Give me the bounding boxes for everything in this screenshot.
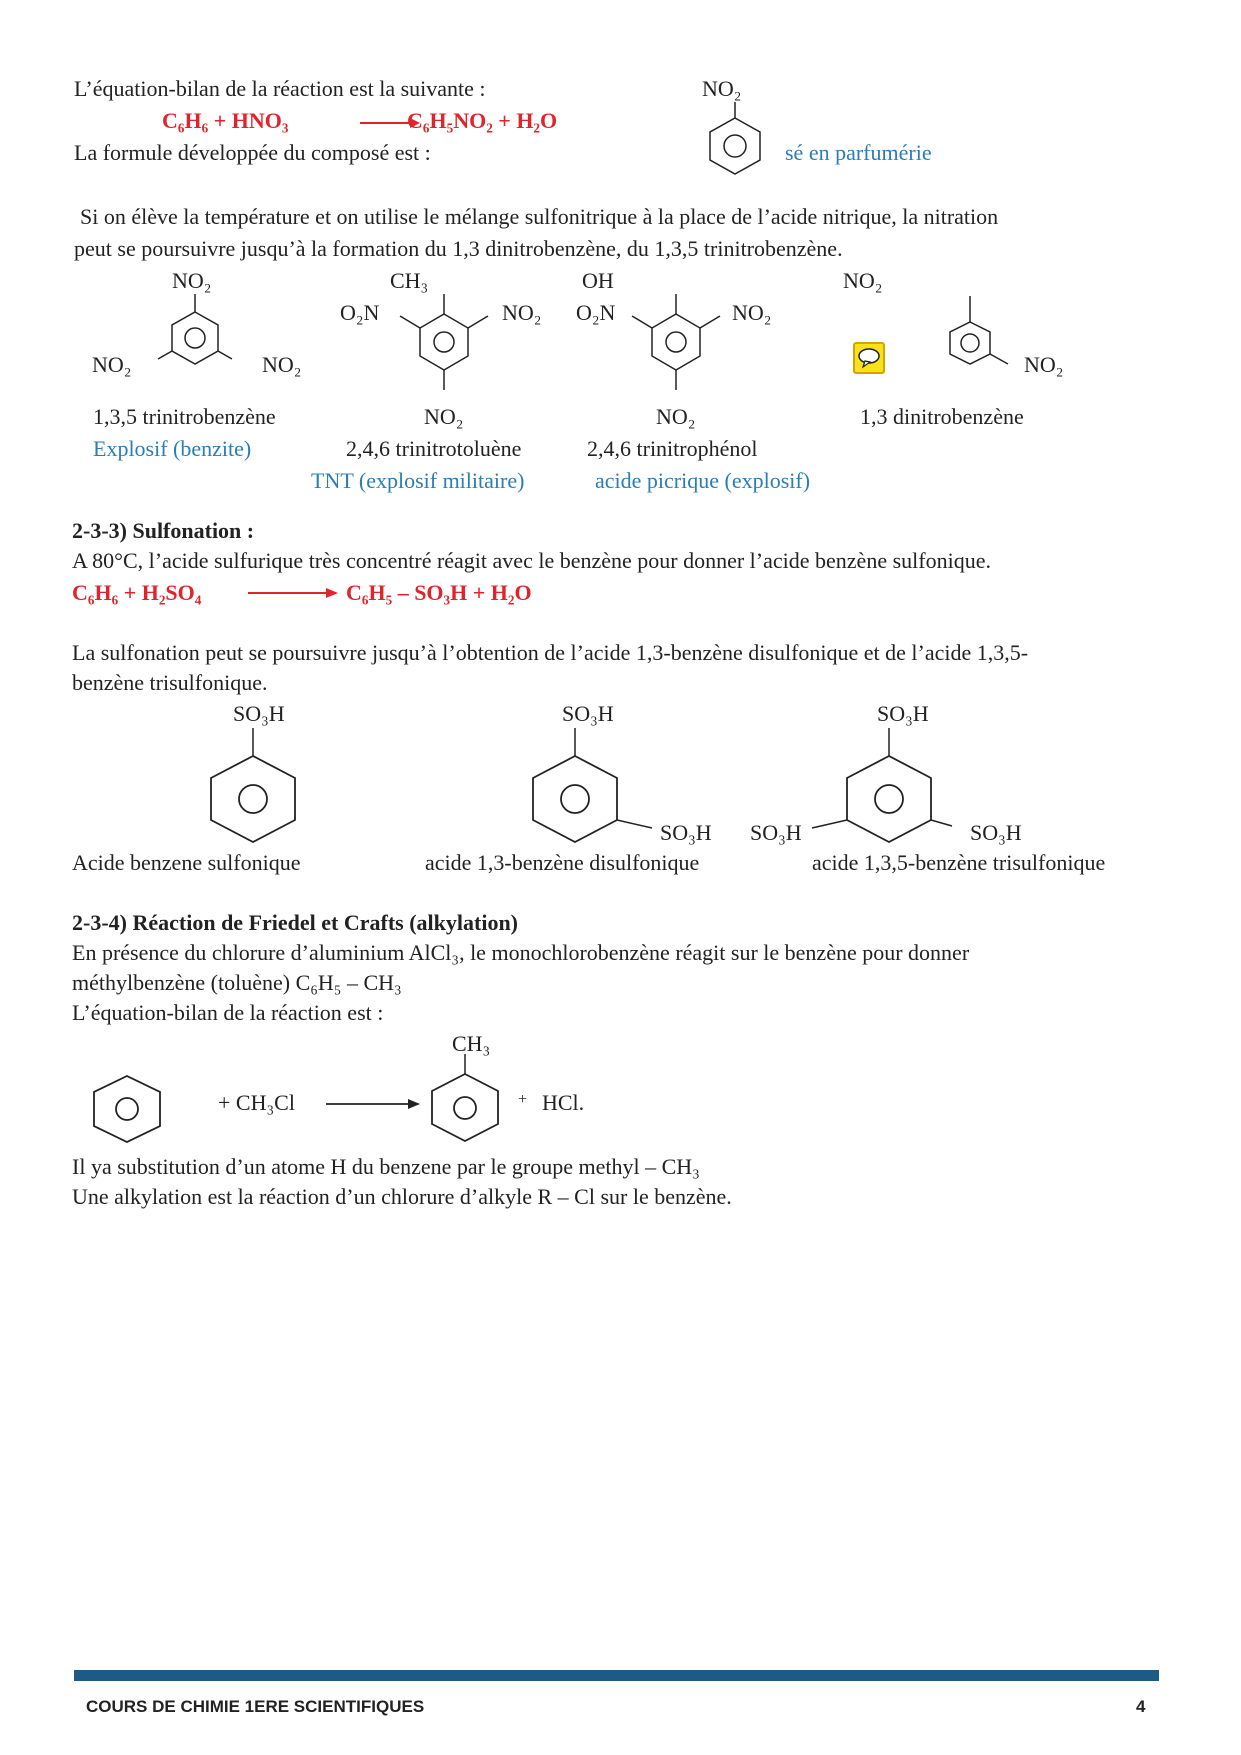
friedel-line-2: méthylbenzène (toluène) C₆H₅ – CH₃ (72, 970, 402, 995)
substituent-top: NO₂ (172, 268, 212, 293)
nitro-group-label: NO₂ (702, 76, 742, 101)
compound-name: acide 1,3-benzène disulfonique (425, 850, 700, 875)
substituent-left: O₂N (576, 300, 616, 325)
compound-use: TNT (explosif militaire) (311, 468, 525, 493)
substituent-right: NO₂ (262, 352, 302, 377)
nitration-equation-intro: L’équation-bilan de la réaction est la suivante : (74, 76, 486, 101)
nitration-paragraph-line-1: Si on élève la température et on utilise le mélange sulfonitrique à la place de l’acide nitrique, la nitration (80, 204, 999, 229)
friedel-line-1: En présence du chlorure d’aluminium AlCl₃, le monochlorobenzène réagit sur le benzène pour donner (72, 940, 970, 965)
sulfonation-equation-products: C₆H₅ – SO₃H + H₂O (346, 580, 532, 605)
friedel-line-3: L’équation-bilan de la réaction est : (72, 1000, 384, 1025)
plus-sign: + (518, 1091, 528, 1108)
compound-use: Explosif (benzite) (93, 436, 252, 461)
reagent-label: + CH₃Cl (218, 1090, 295, 1115)
sulfonation-paragraph-line-2: benzène trisulfonique. (72, 670, 268, 695)
parfumerie-note: sé en parfumérie (785, 140, 932, 165)
nitration-paragraph-line-2: peut se poursuivre jusqu’à la formation du 1,3 dinitrobenzène, du 1,3,5 trinitrobenzène. (74, 236, 843, 261)
benzene-ring-structure (140, 292, 250, 382)
group-label: SO₃H (750, 820, 802, 845)
nitrobenzene-structure (700, 100, 770, 185)
benzene-ring-structure (200, 728, 310, 848)
group-label: SO₃H (970, 820, 1022, 845)
compound-name: 2,4,6 trinitrotoluène (346, 436, 522, 461)
substituent-top: NO₂ (843, 268, 883, 293)
substituent-right: NO₂ (502, 300, 542, 325)
compound-name: Acide benzene sulfonique (72, 850, 301, 875)
friedel-line-5: Une alkylation est la réaction d’un chlorure d’alkyle R – Cl sur le benzène. (72, 1184, 732, 1209)
group-label: SO₃H (562, 701, 614, 726)
nitration-equation-reactants: C₆H₆ + HNO₃ (162, 108, 289, 133)
footer-course-title: COURS DE CHIMIE 1ERE SCIENTIFIQUES (86, 1697, 425, 1716)
substituent-right: NO₂ (732, 300, 772, 325)
substituent-right: NO₂ (1024, 352, 1064, 377)
benzene-ring-structure (800, 728, 960, 848)
toluene-structure (428, 1054, 508, 1154)
group-label: SO₃H (877, 701, 929, 726)
benzene-ring-structure (522, 728, 672, 848)
substituent-bottom: NO₂ (424, 404, 464, 429)
sulfonation-equation-reactants: C₆H₆ + H₂SO₄ (72, 580, 202, 605)
group-label: SO₃H (233, 701, 285, 726)
benzene-ring-structure (380, 292, 490, 402)
substituent-top: CH₃ (390, 268, 429, 293)
compound-use: acide picrique (explosif) (595, 468, 811, 493)
nitration-equation-products: C₆H₅NO₂ + H₂O (407, 108, 558, 133)
compound-name: 1,3,5 trinitrobenzène (93, 404, 276, 429)
substituent-bottom: NO₂ (656, 404, 696, 429)
section-title-sulfonation: 2-3-3) Sulfonation : (72, 518, 255, 543)
methyl-label: CH₃ (452, 1031, 491, 1056)
friedel-line-4: Il ya substitution d’un atome H du benzene par le groupe methyl – CH₃ (72, 1154, 700, 1179)
reaction-arrow (248, 588, 338, 598)
section-title-friedel-crafts: 2-3-4) Réaction de Friedel et Crafts (alkylation) (72, 910, 519, 935)
benzene-ring-structure (90, 1072, 170, 1152)
page-number: 4 (1136, 1697, 1146, 1716)
comment-icon[interactable] (853, 342, 885, 374)
benzene-ring-structure (612, 292, 722, 402)
substituent-left: O₂N (340, 300, 380, 325)
footer-bar (74, 1670, 1159, 1681)
sulfonation-paragraph-line-1: La sulfonation peut se poursuivre jusqu’à l’obtention de l’acide 1,3-benzène disulfonique et de l’acide 1,3,5- (72, 640, 1029, 665)
compound-name: acide 1,3,5-benzène trisulfonique (812, 850, 1106, 875)
substituent-left: NO₂ (92, 352, 132, 377)
sulfonation-line-1: A 80°C, l’acide sulfurique très concentré réagit avec le benzène pour donner l’acide benzène sulfonique. (72, 548, 991, 573)
byproduct-label: HCl. (542, 1090, 585, 1115)
compound-name: 1,3 dinitrobenzène (860, 404, 1024, 429)
compound-name: 2,4,6 trinitrophénol (587, 436, 758, 461)
formula-intro: La formule développée du composé est : (74, 140, 431, 165)
group-label: SO₃H (660, 820, 712, 845)
reaction-arrow (326, 1099, 421, 1109)
substituent-top: OH (582, 268, 614, 293)
